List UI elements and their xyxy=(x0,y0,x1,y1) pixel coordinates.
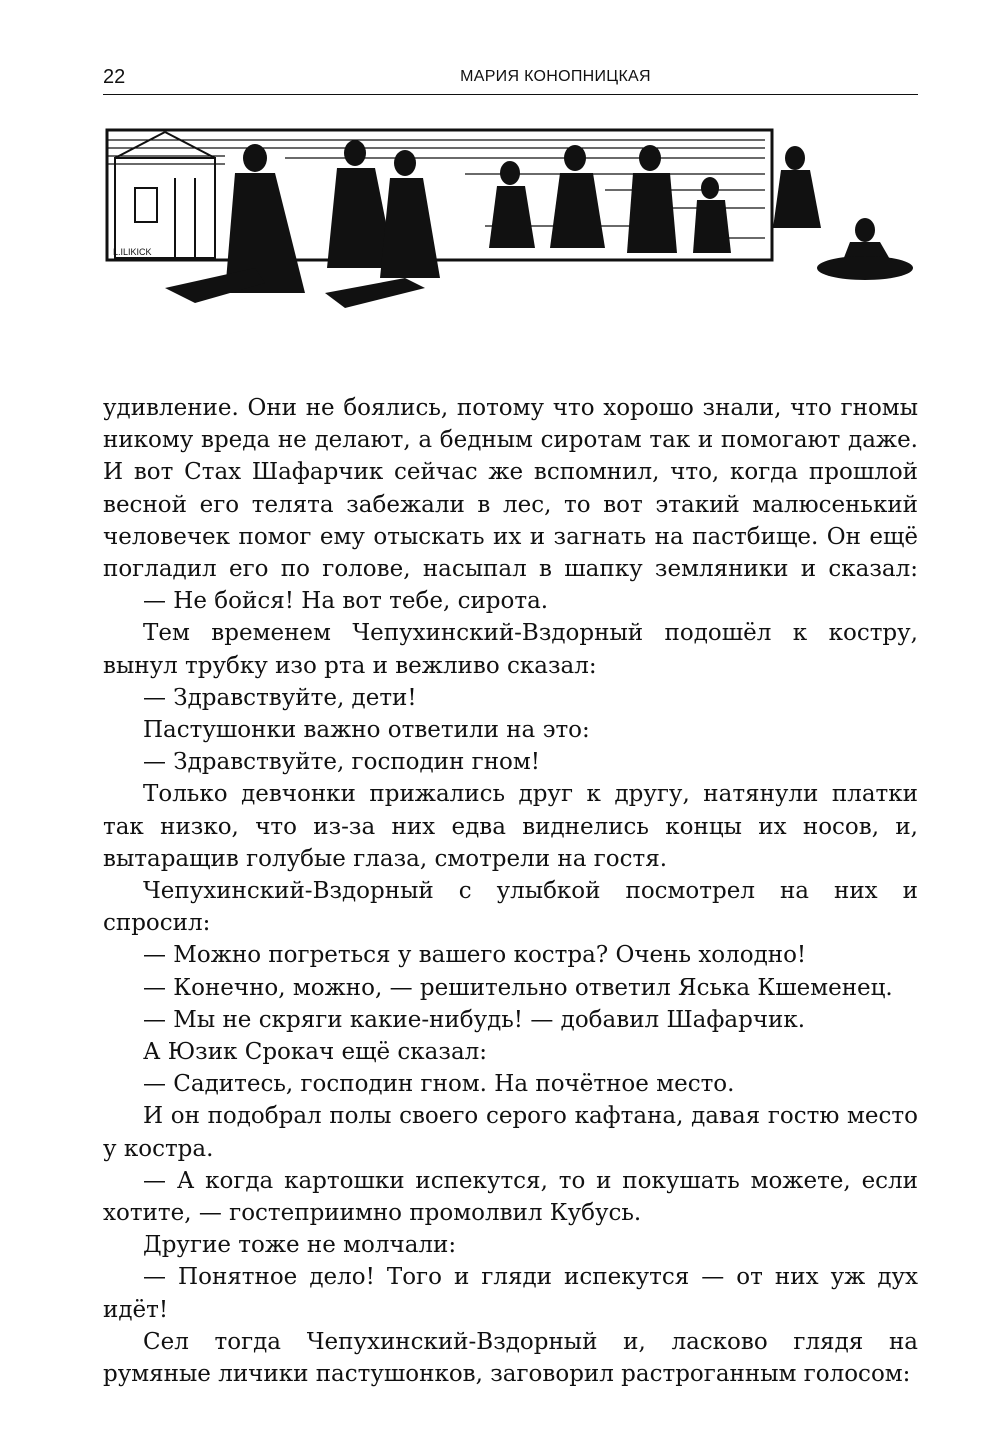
paragraph: удивление. Они не боялись, потому что хорошо знали, что гномы никому вреда не делают, а бедным сиротам так и помогают даже. И вот Стах Шафарчик сейчас же вспомнил, что, когда прошлой весной его телята забежали в лес, то вот этакий малюсенький человечек помог ему отыскать их и загнать на пастбище. Он ещё погладил его по голове, насыпал в шапку земляники и сказал: xyxy=(103,395,918,583)
paragraph: Сел тогда Чепухинский-Вздорный и, ласково глядя на румяные личики пастушонков, заговорил растроганным голосом: xyxy=(103,1328,918,1388)
paragraph: — Здравствуйте, дети! xyxy=(143,684,417,711)
paragraph: Пастушонки важно ответили на это: xyxy=(143,717,590,744)
paragraph: — Садитесь, господин гном. На почётное место. xyxy=(143,1071,735,1098)
page-number: 22 xyxy=(103,66,126,88)
paragraph: Другие тоже не молчали: xyxy=(143,1232,457,1259)
paragraph: — Здравствуйте, господин гном! xyxy=(143,749,541,776)
body-text xyxy=(103,392,918,1390)
figures xyxy=(225,140,895,293)
illustration-drawing xyxy=(105,118,920,358)
illustration-signature: L.ILIKICK xyxy=(113,247,152,257)
header-illustration xyxy=(105,118,920,358)
paragraph: Тем временем Чепухинский-Вздорный подошёл к костру, вынул трубку изо рта и вежливо сказал: xyxy=(103,620,918,679)
paragraph: — Понятное дело! Того и гляди испекутся — от них уж дух идёт! xyxy=(103,1264,918,1323)
paragraph: Чепухинский-Вздорный с улыбкой посмотрел на них и спросил: xyxy=(103,878,918,937)
paragraph: А Юзик Срокач ещё сказал: xyxy=(143,1039,488,1066)
paragraph: — Конечно, можно, — решительно ответил Яська Кшеменец. xyxy=(143,974,893,1001)
paragraph: — Мы не скряги какие-нибудь! — добавил Шафарчик. xyxy=(143,1006,806,1033)
house-drawing xyxy=(115,132,215,258)
paragraph: — Не бойся! На вот тебе, сирота. xyxy=(143,588,549,615)
page-header xyxy=(103,62,918,95)
paragraph: — Можно погреться у вашего костра? Очень холодно! xyxy=(143,942,807,969)
paragraph: Только девчонки прижались друг к другу, натянули платки так низко, что из-за них едва виднелись концы их носов, и, вытаращив голубые глаза, смотрели на гостя. xyxy=(103,781,918,872)
running-title: МАРИЯ КОНОПНИЦКАЯ xyxy=(460,68,651,85)
paragraph: И он подобрал полы своего серого кафтана, давая гостю место у костра. xyxy=(103,1103,918,1162)
paragraph: — А когда картошки испекутся, то и покушать можете, если хотите, — гостеприимно промолвил Кубусь. xyxy=(103,1167,918,1227)
